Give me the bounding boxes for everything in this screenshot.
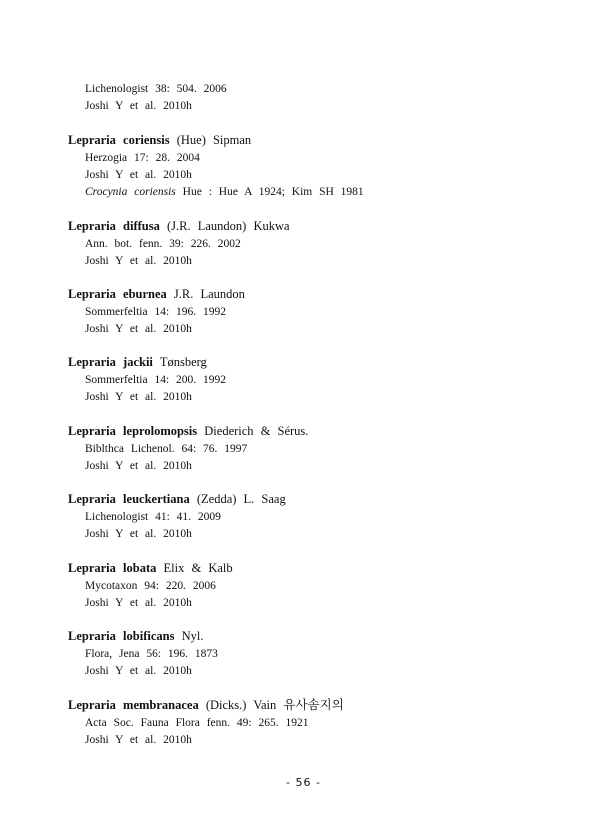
reference-line: Joshi Y et al. 2010h	[85, 255, 192, 267]
reference-line: Flora, Jena 56: 196. 1873	[85, 648, 218, 660]
species-heading	[68, 629, 203, 643]
reference-line: Joshi Y et al. 2010h	[85, 597, 192, 609]
reference-line: Lichenologist 38: 504. 2006	[85, 83, 227, 95]
genus-name: Lepraria	[68, 424, 116, 438]
species-epithet: lobificans	[123, 629, 175, 643]
genus-name: Lepraria	[68, 219, 116, 233]
reference-line: Acta Soc. Fauna Flora fenn. 49: 265. 1921	[85, 717, 309, 729]
genus-name: Lepraria	[68, 561, 116, 575]
synonym-line	[85, 185, 364, 199]
genus-name: Lepraria	[68, 287, 116, 301]
genus-name: Lepraria	[68, 492, 116, 506]
genus-name: Lepraria	[68, 355, 116, 369]
page-number: - 56 -	[286, 776, 321, 789]
korean-common-name: 유사솜지의	[283, 698, 344, 712]
reference-line: Joshi Y et al. 2010h	[85, 100, 192, 112]
species-heading	[68, 355, 207, 369]
authority: (Hue) Sipman	[176, 133, 252, 147]
authority: Diederich & Sérus.	[204, 424, 309, 438]
reference-line: Ann. bot. fenn. 39: 226. 2002	[85, 238, 241, 250]
authority: J.R. Laundon	[173, 287, 245, 301]
authority: (Dicks.) Vain	[205, 698, 277, 712]
species-epithet: leprolomopsis	[123, 424, 198, 438]
species-heading	[68, 219, 290, 233]
species-epithet: lobata	[123, 561, 157, 575]
reference-line: Biblthca Lichenol. 64: 76. 1997	[85, 443, 248, 455]
reference-line: Sommerfeltia 14: 200. 1992	[85, 374, 227, 386]
species-heading	[68, 133, 251, 147]
species-heading	[68, 698, 344, 712]
authority: (Zedda) L. Saag	[196, 492, 286, 506]
species-epithet: membranacea	[123, 698, 199, 712]
genus-name: Lepraria	[68, 133, 116, 147]
species-heading	[68, 492, 286, 506]
genus-name: Lepraria	[68, 629, 116, 643]
reference-line: Joshi Y et al. 2010h	[85, 391, 192, 403]
authority: Nyl.	[181, 629, 204, 643]
species-epithet: diffusa	[123, 219, 160, 233]
species-heading	[68, 424, 308, 438]
reference-line: Mycotaxon 94: 220. 2006	[85, 580, 216, 592]
species-epithet: leuckertiana	[123, 492, 190, 506]
genus-name: Lepraria	[68, 698, 116, 712]
synonym-name: Crocynia coriensis	[85, 186, 176, 198]
reference-line: Sommerfeltia 14: 196. 1992	[85, 306, 227, 318]
reference-line: Herzogia 17: 28. 2004	[85, 152, 200, 164]
reference-line: Joshi Y et al. 2010h	[85, 734, 192, 746]
reference-line: Joshi Y et al. 2010h	[85, 460, 192, 472]
species-epithet: eburnea	[123, 287, 167, 301]
synonym-citation: Hue : Hue A 1924; Kim SH 1981	[182, 186, 364, 198]
reference-line: Joshi Y et al. 2010h	[85, 665, 192, 677]
authority: Elix & Kalb	[163, 561, 233, 575]
species-epithet: coriensis	[123, 133, 170, 147]
authority: Tønsberg	[159, 355, 207, 369]
species-epithet: jackii	[123, 355, 153, 369]
reference-line: Lichenologist 41: 41. 2009	[85, 511, 221, 523]
authority: (J.R. Laundon) Kukwa	[167, 219, 290, 233]
reference-line: Joshi Y et al. 2010h	[85, 169, 192, 181]
reference-line: Joshi Y et al. 2010h	[85, 323, 192, 335]
species-heading	[68, 561, 233, 575]
reference-line: Joshi Y et al. 2010h	[85, 528, 192, 540]
species-heading	[68, 287, 245, 301]
